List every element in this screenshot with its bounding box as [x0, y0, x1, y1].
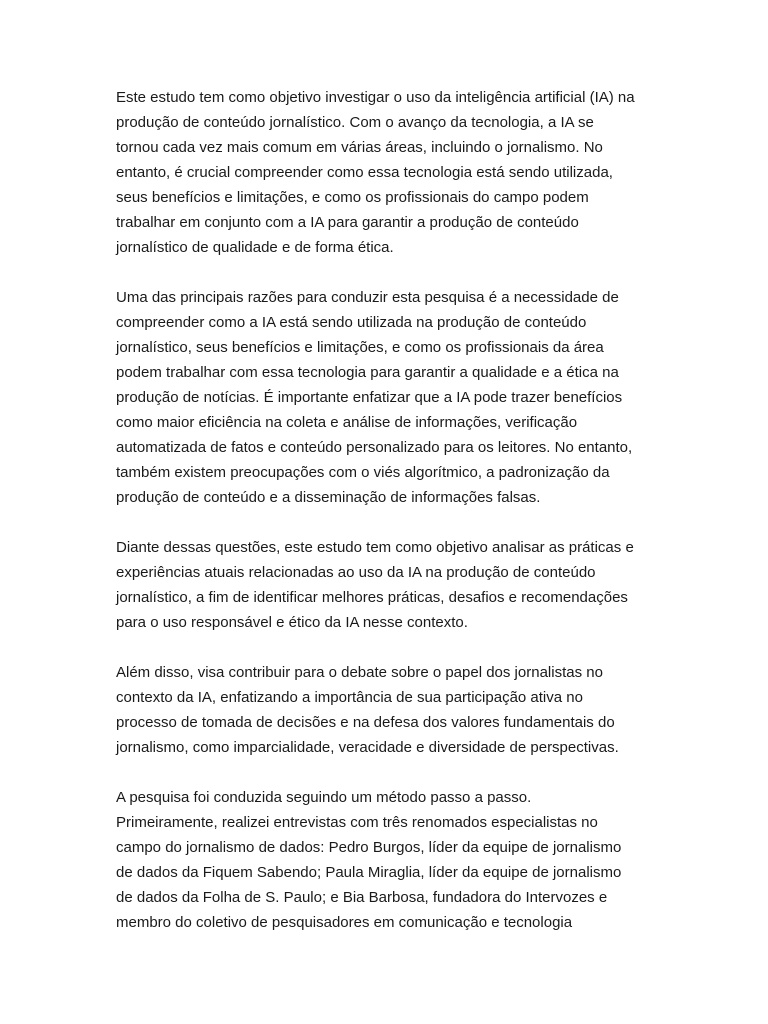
text-line: Uma das principais razões para conduzir esta pesquisa é a necessidade de [116, 289, 619, 306]
text-line: processo de tomada de decisões e na defesa dos valores fundamentais do [116, 714, 615, 731]
text-line: jornalístico, seus benefícios e limitações, e como os profissionais da área [116, 339, 604, 356]
text-line: jornalístico de qualidade e de forma ética. [116, 239, 394, 256]
text-line: experiências atuais relacionadas ao uso da IA na produção de conteúdo [116, 564, 596, 581]
text-line: produção de notícias. É importante enfatizar que a IA pode trazer benefícios [116, 389, 623, 406]
text-line: podem trabalhar com essa tecnologia para garantir a qualidade e a ética na [116, 364, 619, 381]
text-line: produção de conteúdo jornalístico. Com o avanço da tecnologia, a IA se [116, 114, 594, 131]
text-line: Este estudo tem como objetivo investigar o uso da inteligência artificial (IA) na [116, 89, 635, 106]
text-line: para o uso responsável e ético da IA nesse contexto. [116, 614, 468, 631]
text-line: automatizada de fatos e conteúdo personalizado para os leitores. No entanto, [116, 439, 633, 456]
text-line: entanto, é crucial compreender como essa tecnologia está sendo utilizada, [116, 164, 613, 181]
text-line: Diante dessas questões, este estudo tem como objetivo analisar as práticas e [116, 539, 634, 556]
paragraph-1 [116, 85, 676, 260]
text-line: campo do jornalismo de dados: Pedro Burgos, líder da equipe de jornalismo [116, 839, 622, 856]
paragraph-5 [116, 785, 676, 935]
text-line: Primeiramente, realizei entrevistas com três renomados especialistas no [116, 814, 598, 831]
text-line: produção de conteúdo e a disseminação de informações falsas. [116, 489, 541, 506]
paragraph-4 [116, 660, 676, 760]
text-line: de dados da Folha de S. Paulo; e Bia Barbosa, fundadora do Intervozes e [116, 889, 608, 906]
paragraph-2 [116, 285, 676, 510]
text-line: jornalismo, como imparcialidade, veracidade e diversidade de perspectivas. [116, 739, 619, 756]
text-line: jornalístico, a fim de identificar melhores práticas, desafios e recomendações [116, 589, 628, 606]
text-line: seus benefícios e limitações, e como os profissionais do campo podem [116, 189, 589, 206]
text-line: Além disso, visa contribuir para o debate sobre o papel dos jornalistas no [116, 664, 603, 681]
text-line: compreender como a IA está sendo utilizada na produção de conteúdo [116, 314, 587, 331]
text-line: contexto da IA, enfatizando a importância de sua participação ativa no [116, 689, 583, 706]
text-line: membro do coletivo de pesquisadores em comunicação e tecnologia [116, 914, 573, 931]
text-line: A pesquisa foi conduzida seguindo um método passo a passo. [116, 789, 532, 806]
paragraph-3 [116, 535, 676, 635]
document-body [116, 85, 676, 960]
text-line: trabalhar em conjunto com a IA para garantir a produção de conteúdo [116, 214, 579, 231]
text-line: de dados da Fiquem Sabendo; Paula Miraglia, líder da equipe de jornalismo [116, 864, 622, 881]
text-line: também existem preocupações com o viés algorítmico, a padronização da [116, 464, 610, 481]
text-line: tornou cada vez mais comum em várias áreas, incluindo o jornalismo. No [116, 139, 603, 156]
text-line: como maior eficiência na coleta e análise de informações, verificação [116, 414, 578, 431]
